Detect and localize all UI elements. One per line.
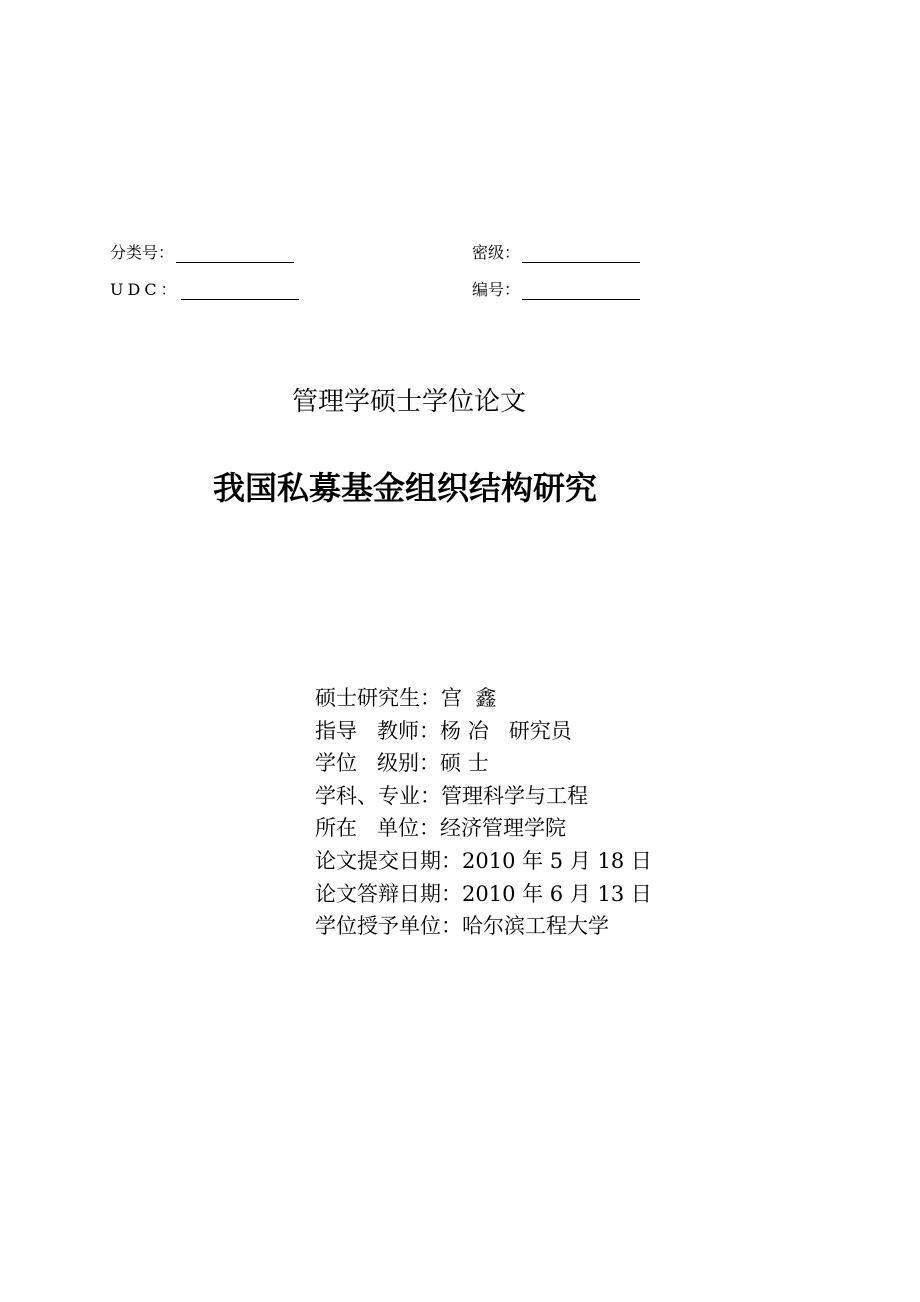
info-line-student: 硕士研究生：宫 鑫: [315, 686, 497, 710]
thesis-info-list: [315, 682, 652, 943]
udc-field: [110, 280, 299, 300]
serial-number-label: 编号：: [472, 280, 521, 299]
udc-blank-line: [181, 283, 299, 300]
serial-number-blank-line: [522, 283, 640, 300]
udc-label: UDC：: [110, 280, 181, 299]
info-line-major: 学科、专业：管理科学与工程: [315, 783, 588, 808]
secret-level-blank-line: [522, 246, 640, 263]
info-line-degree-level: 学位 级别：硕 士: [315, 751, 489, 776]
classification-blank-line: [176, 246, 294, 263]
secret-level-field: [472, 243, 640, 263]
info-line-submission-date: 论文提交日期：2010 年 5 月 18 日: [315, 848, 652, 873]
classification-label: 分类号：: [110, 243, 175, 262]
thesis-title: 我国私募基金组织结构研究: [213, 469, 598, 507]
info-line-department: 所在 单位：经济管理学院: [315, 816, 567, 841]
degree-type-heading: 管理学硕士学位论文: [292, 387, 527, 417]
info-line-advisor: 指导 教师：杨 冶 研究员: [315, 718, 572, 743]
info-line-defense-date: 论文答辩日期：2010 年 6 月 13 日: [315, 881, 652, 906]
info-line-granting-unit: 学位授予单位：哈尔滨工程大学: [315, 914, 609, 939]
classification-field: [110, 243, 294, 263]
serial-number-field: [472, 280, 640, 300]
secret-level-label: 密级：: [472, 243, 521, 262]
